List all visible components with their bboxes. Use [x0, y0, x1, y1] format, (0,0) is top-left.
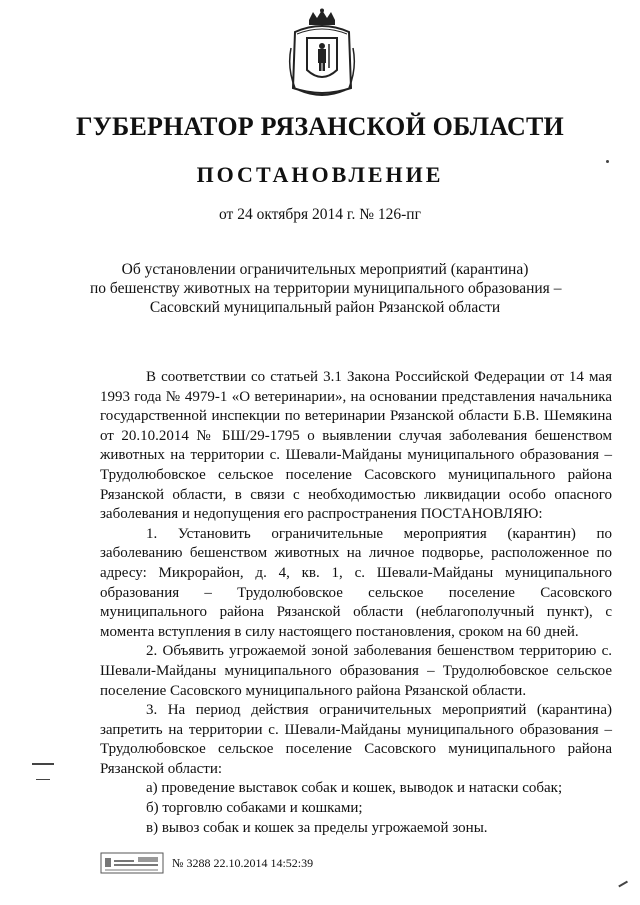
document-type: ПОСТАНОВЛЕНИЕ: [196, 162, 444, 187]
registry-stamp-icon: [100, 852, 164, 874]
document-date-number: от 24 октября 2014 г. № 126-пг: [219, 206, 421, 223]
margin-scan-mark: [606, 160, 609, 163]
margin-scan-mark: [618, 881, 627, 887]
ryazan-coat-of-arms-icon: [287, 8, 357, 100]
clause-3a: а) проведение выставок собак и кошек, выводок и натаски собак;: [146, 780, 563, 797]
subject-line-2: по бешенству животных на территории муниципального образования –: [90, 280, 562, 297]
clause-3b: б) торговлю собаками и кошками;: [146, 800, 363, 817]
document-body: [100, 368, 612, 838]
preamble-paragraph: В соответствии со статьей 3.1 Закона Российской Федерации от 14 мая 1993 года № 4979-1 «О ветеринарии», на основании представления начальника государственной инспекции по ветеринарии Рязанской области Б.В. Шемякина от 20.10.2014 № БШ/29-1795 о выявлении случая заболевания бешенством животных на территории с. Шевали-Майданы муниципального образования – Трудолюбовское сельское поселение Сасовского муниципального района Рязанской области, в связи с необходимостью ликвидации особо опасного заболевания и недопущения его распространения ПОСТАНОВЛЯЮ:: [100, 369, 612, 523]
subject-line-1: Об установлении ограничительных мероприятий (карантина): [121, 261, 529, 278]
registry-number-timestamp: № 3288 22.10.2014 14:52:39: [172, 855, 314, 870]
registry-footer: [100, 852, 313, 874]
authority-title: ГУБЕРНАТОР РЯЗАНСКОЙ ОБЛАСТИ: [76, 112, 564, 141]
margin-scan-mark: [36, 779, 50, 780]
clause-1: 1. Установить ограничительные мероприятия (карантин) по заболеванию бешенством животных на личное подворье, расположенное по адресу: Микрорайон, д. 4, кв. 1, с. Шевали-Майданы муниципального образования – Трудолюбовское сельское поселение Сасовского муниципального района Рязанской области (неблагополучный пункт), с момента вступления в силу настоящего постановления, сроком на 60 дней.: [100, 525, 612, 640]
document-subject: [90, 260, 560, 317]
clause-2: 2. Объявить угрожаемой зоной заболевания бешенством территорию с. Шевали-Майданы муниципального образования – Трудолюбовское сельское поселение Сасовского муниципального района Рязанской области.: [100, 643, 612, 699]
margin-scan-mark: [32, 763, 54, 765]
clause-3c: в) вывоз собак и кошек за пределы угрожаемой зоны.: [146, 819, 488, 836]
clause-3: 3. На период действия ограничительных мероприятий (карантина) запретить на территории с. Шевали-Майданы муниципального образования – Трудолюбовское сельское поселение Сасовского муниципального района Рязанской области:: [100, 702, 612, 777]
subject-line-3: Сасовский муниципальный район Рязанской области: [149, 299, 501, 316]
